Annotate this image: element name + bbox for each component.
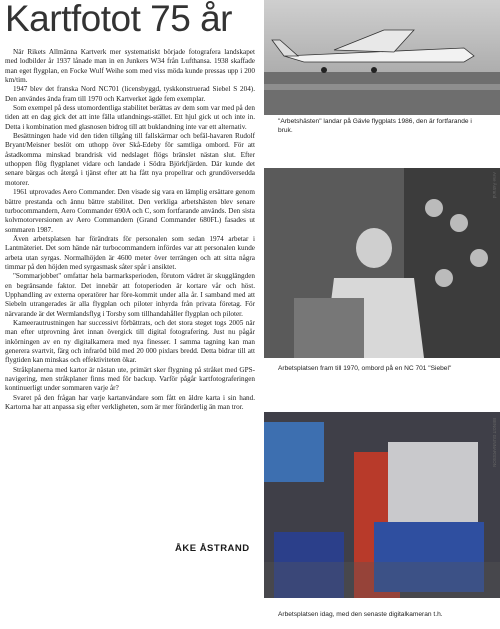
paragraph: Som exempel på dess utomordentliga stabilitet berättas av dem som var med på den tiden att en dag gick det att inte fälla utlandnings-stället. Ett hjul gick ut och inte in. Detta i kombination med glasnosen bidrog till att buklandning inte var ett alternativ. xyxy=(5,104,255,131)
paragraph: Stråkplanerna med kartor är nästan ute, primärt sker flygning på stråket med GPS-navigering, men stråkplaner finns med för backup. Varför pågår kartfotograferingen kontinuerligt under sommaren varje år? xyxy=(5,365,255,393)
paragraph: Svaret på den frågan har varje kartanvändare som fått en äldre karta i sin hand. Kartorna har att anpassa sig efter verkligheten, som är mer föränderlig än man tror. xyxy=(5,393,255,412)
paragraph: Även arbetsplatsen har förändrats för personalen som sedan 1974 arbetar i Lantmäteriet. Det som hände när turbocommandern infördes var att personalen kunde arbeta utan syrgas. Normalhöjden är 4600 meter över terrängen och att sitta några timmar på den höjden med syrgasmask såter spår i ansiktet. xyxy=(5,234,255,271)
article-title: Kartfotot 75 år xyxy=(5,0,232,39)
paragraph: 1961 utprovades Aero Commander. Den visade sig vara en lämplig ersättare genom bättre prestanda och ännu bättre stabilitet. Den verkliga arbetshästen blev senare turbocommandern, Aero Commander 690A och C, som fortfarande används. Den sista kolvmotorversionen av Aero Commandern (Grand Commander 680FL) fasades ut sommaren 1987. xyxy=(5,188,255,234)
paragraph: Besättningen hade vid den tiden tillgång till fallskärmar och befäl-havaren Rudolf Bryant/Meisner beslöt om uthopp över Skå-Edeby för samtliga ombord. För att åstadkomma minskad brandrisk vid nedslaget flögs bränslet nästan slut. Efter uthoppen flög flygplanet vidare och landade i Södra Björkfjärden. Där kunde det senare bärgas och återgå i tjänst efter att ha fått nya propellrar och grundöversedda motorer. xyxy=(5,132,255,187)
paragraph: När Rikets Allmänna Kartverk mer systematiskt började fotografera landskapet med lodbilder år 1937 lånade man in en Junkers W34 från Lufthansa. 1938 skaffade man eget flygplan, en Focke Wulf Weihe som med viss möda kunde pressas upp i 200 km/tim. xyxy=(5,48,255,85)
aircraft-photo xyxy=(264,0,500,115)
paragraph: Kameerautrustningen har successivt förbättrats, och det stora steget togs 2005 när man efter utprovning året innan övergick till digital fotografering. Just nu pågår inkörningen av en ny digitalkamera med nya finesser. I samma tagning kan man generera svartvit, färg och infraröd bild med 20 000 pixlars bredd. Detta bidrar till att flygtiden kan minskas och effektiviteten ökar. xyxy=(5,318,255,365)
digital-camera-photo xyxy=(264,412,500,598)
author-signature: ÅKE ÅSTRAND xyxy=(175,543,250,554)
photo-credit: BENGT GUNNARSSON xyxy=(492,418,497,467)
paragraph: "Sommarjobbet" omfattar hela barmarksperioden, förutom vädret är skugglängden en begränsande faktor. Det innebär att fotoperioden är kortare vår och höst. Upphandling av externa operatörer har före-kommit under alla år. I samband med att Siebeln utrangerades är alla flygplan och piloter inhyrda från privata företag. För närvarande är det Wermlandsflyg i Torsby som tillhandahåller flygplan och piloter. xyxy=(5,272,255,318)
paragraph: 1947 blev det franska Nord NC701 (licensbyggd, tyskkonstruerad Siebel S 204). Den användes ända fram till 1970 och Kartverket ägde fem exemplar. xyxy=(5,85,255,103)
cockpit-photo xyxy=(264,168,500,358)
photo-caption: Arbetsplatsen fram till 1970, ombord på en NC 701 "Siebel" xyxy=(278,365,452,372)
photo-caption: "Arbetshästen" landar på Gävle flygplats 1986, den är fortfarande i bruk. xyxy=(278,118,472,134)
photo-caption: Arbetsplatsen idag, med den senaste digitalkameran t.h. xyxy=(278,611,443,618)
photo-credit: Arne Åstrand xyxy=(492,172,497,199)
article-body xyxy=(5,48,255,412)
